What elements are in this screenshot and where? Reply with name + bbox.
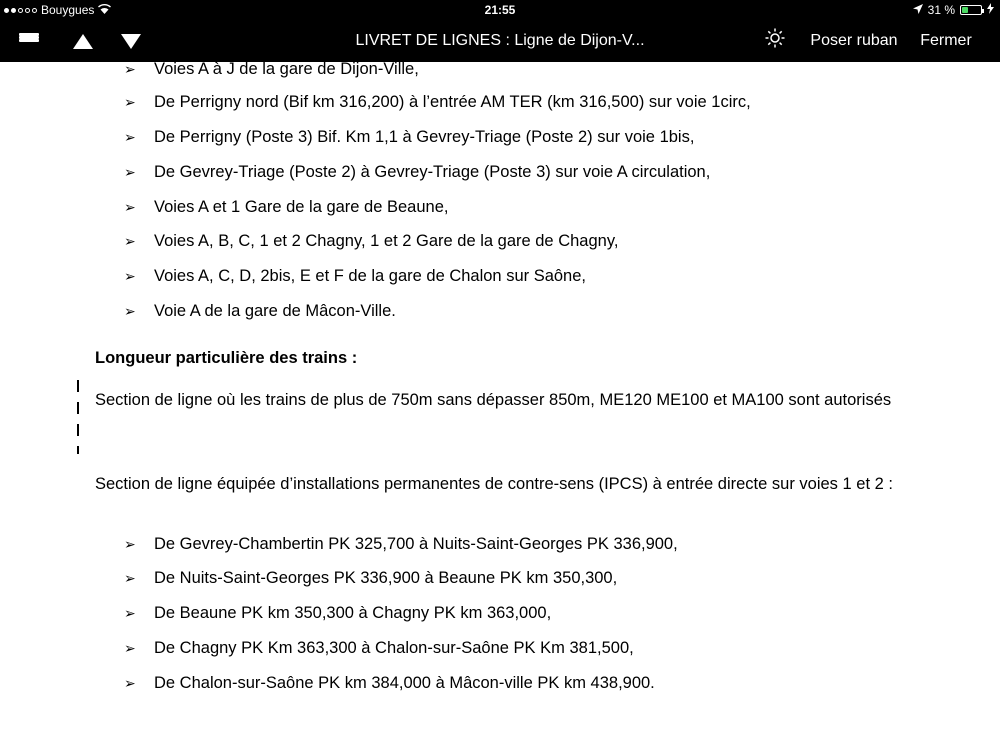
list-item (124, 267, 586, 286)
menu-button[interactable] (18, 20, 40, 62)
arrow-bullet-icon: ➢ (124, 675, 136, 691)
list-item (124, 232, 618, 251)
list-item (124, 674, 655, 693)
list-item-text: Voies A et 1 Gare de la gare de Beaune, (154, 198, 449, 216)
list-item-text: Voies A, B, C, 1 et 2 Chagny, 1 et 2 Gare de la gare de Chagny, (154, 232, 619, 250)
arrow-bullet-icon: ➢ (124, 62, 136, 77)
list-item-text: De Gevrey-Triage (Poste 2) à Gevrey-Triage (Poste 3) sur voie A circulation, (154, 163, 711, 181)
battery-icon (960, 5, 982, 15)
revision-mark (77, 380, 79, 392)
list-item-text: De Nuits-Saint-Georges PK 336,900 à Beaune PK km 350,300, (154, 569, 618, 587)
arrow-bullet-icon: ➢ (124, 536, 136, 552)
arrow-bullet-icon: ➢ (124, 129, 136, 145)
list-item-text: De Chalon-sur-Saône PK km 384,000 à Mâcon-ville PK km 438,900. (154, 674, 655, 692)
toolbar (0, 20, 1000, 62)
list-item-text: Voies A, C, D, 2bis, E et F de la gare de Chalon sur Saône, (154, 267, 586, 285)
document-title: LIVRET DE LIGNES : Ligne de Dijon-V... (355, 32, 645, 49)
fermer-button[interactable]: Fermer (920, 32, 972, 49)
arrow-down-icon (121, 34, 141, 49)
previous-button[interactable] (72, 20, 94, 62)
list-item (124, 93, 751, 112)
arrow-bullet-icon: ➢ (124, 164, 136, 180)
list-item-text: Voies A à J de la gare de Dijon-Ville, (154, 62, 419, 78)
list-item (124, 198, 448, 217)
list-item-text: De Perrigny (Poste 3) Bif. Km 1,1 à Gevrey-Triage (Poste 2) sur voie 1bis, (154, 128, 695, 146)
list-item (124, 569, 617, 588)
list-item (124, 604, 551, 623)
revision-mark (77, 446, 79, 454)
status-bar (0, 0, 1000, 20)
carrier-name: Bouygues (41, 3, 95, 17)
location-arrow-icon (913, 3, 923, 17)
arrow-up-icon (73, 34, 93, 49)
revision-mark (77, 424, 79, 436)
brightness-button[interactable] (764, 20, 786, 62)
document-page[interactable] (0, 62, 1000, 750)
charging-bolt-icon (987, 3, 994, 17)
poser-ruban-button[interactable]: Poser ruban (810, 32, 898, 49)
battery-level (962, 7, 968, 13)
list-item (124, 128, 694, 147)
list-item (124, 163, 710, 182)
arrow-bullet-icon: ➢ (124, 268, 136, 284)
list-item-text: De Perrigny nord (Bif km 316,200) à l’entrée AM TER (km 316,500) sur voie 1circ, (154, 93, 751, 111)
hamburger-icon (19, 33, 39, 49)
arrow-bullet-icon: ➢ (124, 605, 136, 621)
arrow-bullet-icon: ➢ (124, 94, 136, 110)
revision-mark (77, 402, 79, 414)
arrow-bullet-icon: ➢ (124, 640, 136, 656)
next-button[interactable] (120, 20, 142, 62)
paragraph-ipcs: Section de ligne équipée d’installations permanentes de contre-sens (IPCS) à entrée directe sur voies 1 et 2 : (95, 475, 893, 493)
list-item (124, 62, 419, 79)
list-item (124, 302, 396, 321)
list-item-text: De Beaune PK km 350,300 à Chagny PK km 363,000, (154, 604, 552, 622)
list-item-text: De Gevrey-Chambertin PK 325,700 à Nuits-Saint-Georges PK 336,900, (154, 535, 678, 553)
status-right (913, 3, 994, 17)
battery-percent: 31 % (927, 3, 955, 17)
list-item-text: Voie A de la gare de Mâcon-Ville. (154, 302, 396, 320)
arrow-bullet-icon: ➢ (124, 199, 136, 215)
arrow-bullet-icon: ➢ (124, 233, 136, 249)
clock: 21:55 (484, 3, 516, 17)
brightness-icon (765, 28, 785, 54)
section-heading: Longueur particulière des trains : (95, 349, 358, 367)
list-item (124, 639, 634, 658)
list-item-text: De Chagny PK Km 363,300 à Chalon-sur-Saône PK Km 381,500, (154, 639, 634, 657)
list-item (124, 535, 678, 554)
paragraph-train-length: Section de ligne où les trains de plus de 750m sans dépasser 850m, ME120 ME100 et MA100 sont autorisés (95, 391, 892, 409)
arrow-bullet-icon: ➢ (124, 570, 136, 586)
arrow-bullet-icon: ➢ (124, 303, 136, 319)
